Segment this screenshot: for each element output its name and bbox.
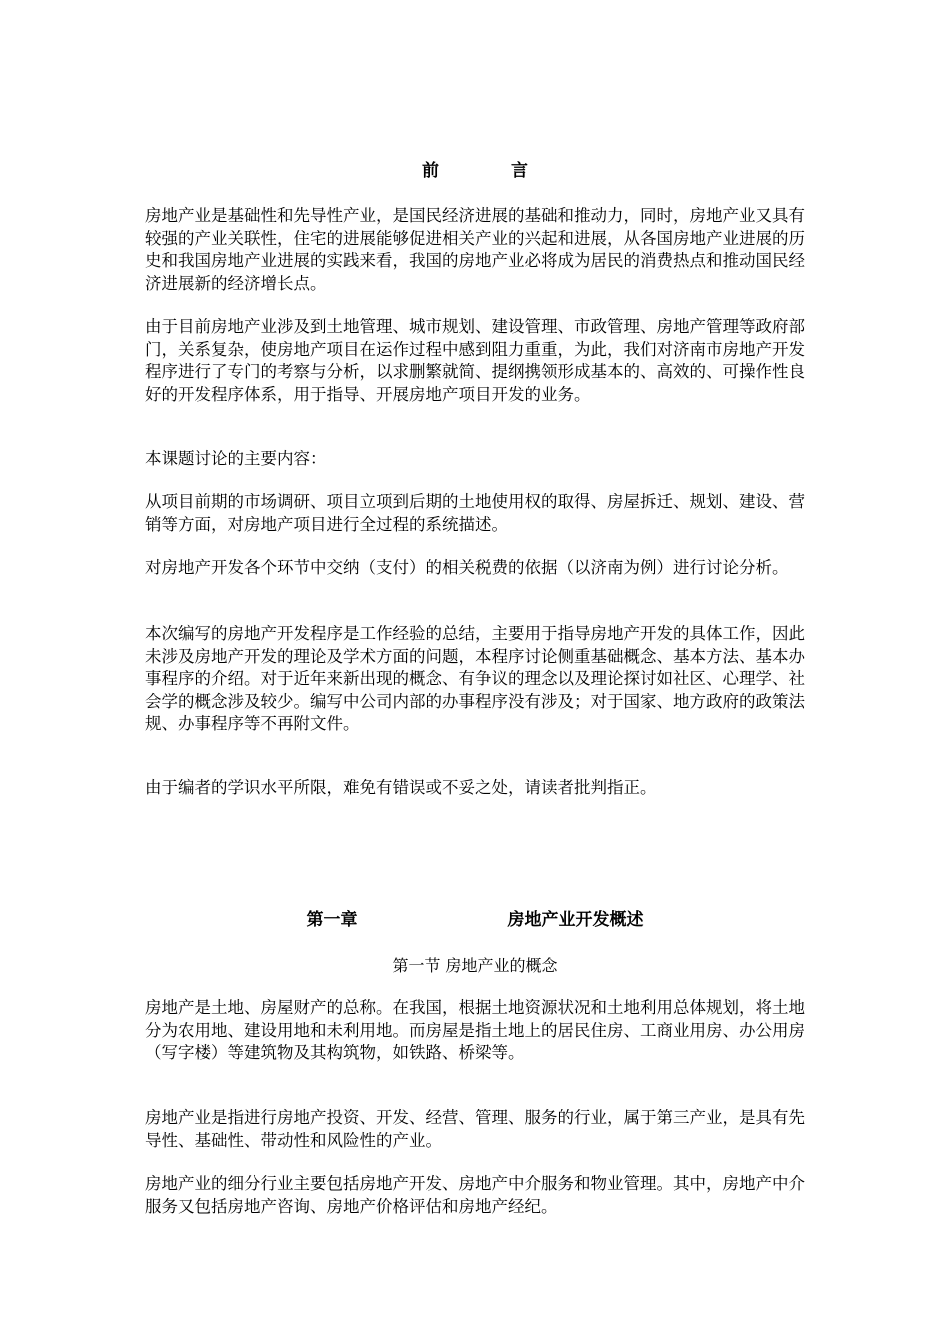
section-title: 第一节 房地产业的概念: [392, 956, 558, 975]
preface-title-first-char: 前: [422, 161, 439, 181]
chapter-paragraph-2: 房地产业是指进行房地产投资、开发、经营、管理、服务的行业，属于第三产业，是具有先导性、基础性、带动性和风险性的产业。: [145, 1108, 805, 1150]
chapter-paragraph-1: 房地产是土地、房屋财产的总称。在我国，根据土地资源状况和土地利用总体规划，将土地分为农用地、建设用地和未利用地。而房屋是指土地上的居民住房、工商业用房、办公用房（写字楼）等建筑物及其构筑物，如铁路、桥梁等。: [145, 998, 805, 1062]
preface-title-second-char: 言: [511, 161, 528, 181]
preface-title: [145, 160, 805, 182]
preface-paragraph-1: 房地产业是基础性和先导性产业，是国民经济进展的基础和推动力，同时，房地产业又具有较强的产业关联性，住宅的进展能够促进相关产业的兴起和进展，从各国房地产业进展的历史和我国房地产业进展的实践来看，我国的房地产业必将成为居民的消费热点和推动国民经济进展新的经济增长点。: [145, 206, 805, 293]
preface-paragraph-5: 对房地产开发各个环节中交纳（支付）的相关税费的依据（以济南为例）进行讨论分析。: [145, 558, 789, 577]
preface-paragraph-2: 由于目前房地产业涉及到土地管理、城市规划、建设管理、市政管理、房地产管理等政府部门，关系复杂，使房地产项目在运作过程中感到阻力重重，为此，我们对济南市房地产开发程序进行了专门的考察与分析，以求删繁就简、提纲携领形成基本的、高效的、可操作性良好的开发程序体系，用于指导、开展房地产项目开发的业务。: [145, 317, 805, 404]
preface-paragraph-6: 本次编写的房地产开发程序是工作经验的总结，主要用于指导房地产开发的具体工作，因此未涉及房地产开发的理论及学术方面的问题，本程序讨论侧重基础概念、基本方法、基本办事程序的介绍。对于近年来新出现的概念、有争议的理念以及理论探讨如社区、心理学、社会学的概念涉及较少。编写中公司内部的办事程序没有涉及；对于国家、地方政府的政策法规、办事程序等不再附文件。: [145, 624, 805, 733]
preface-paragraph-7: 由于编者的学识水平所限，难免有错误或不妥之处，请读者批判指正。: [145, 778, 657, 797]
chapter-paragraph-3: 房地产业的细分行业主要包括房地产开发、房地产中介服务和物业管理。其中，房地产中介服务又包括房地产咨询、房地产价格评估和房地产经纪。: [145, 1174, 805, 1216]
preface-paragraph-4: 从项目前期的市场调研、项目立项到后期的土地使用权的取得、房屋拆迁、规划、建设、营销等方面，对房地产项目进行全过程的系统描述。: [145, 492, 805, 534]
chapter-title: [145, 909, 805, 931]
chapter-number: 第一章: [306, 910, 358, 930]
chapter-name: 房地产业开发概述: [507, 910, 644, 930]
preface-paragraph-3: 本课题讨论的主要内容：: [145, 449, 327, 468]
